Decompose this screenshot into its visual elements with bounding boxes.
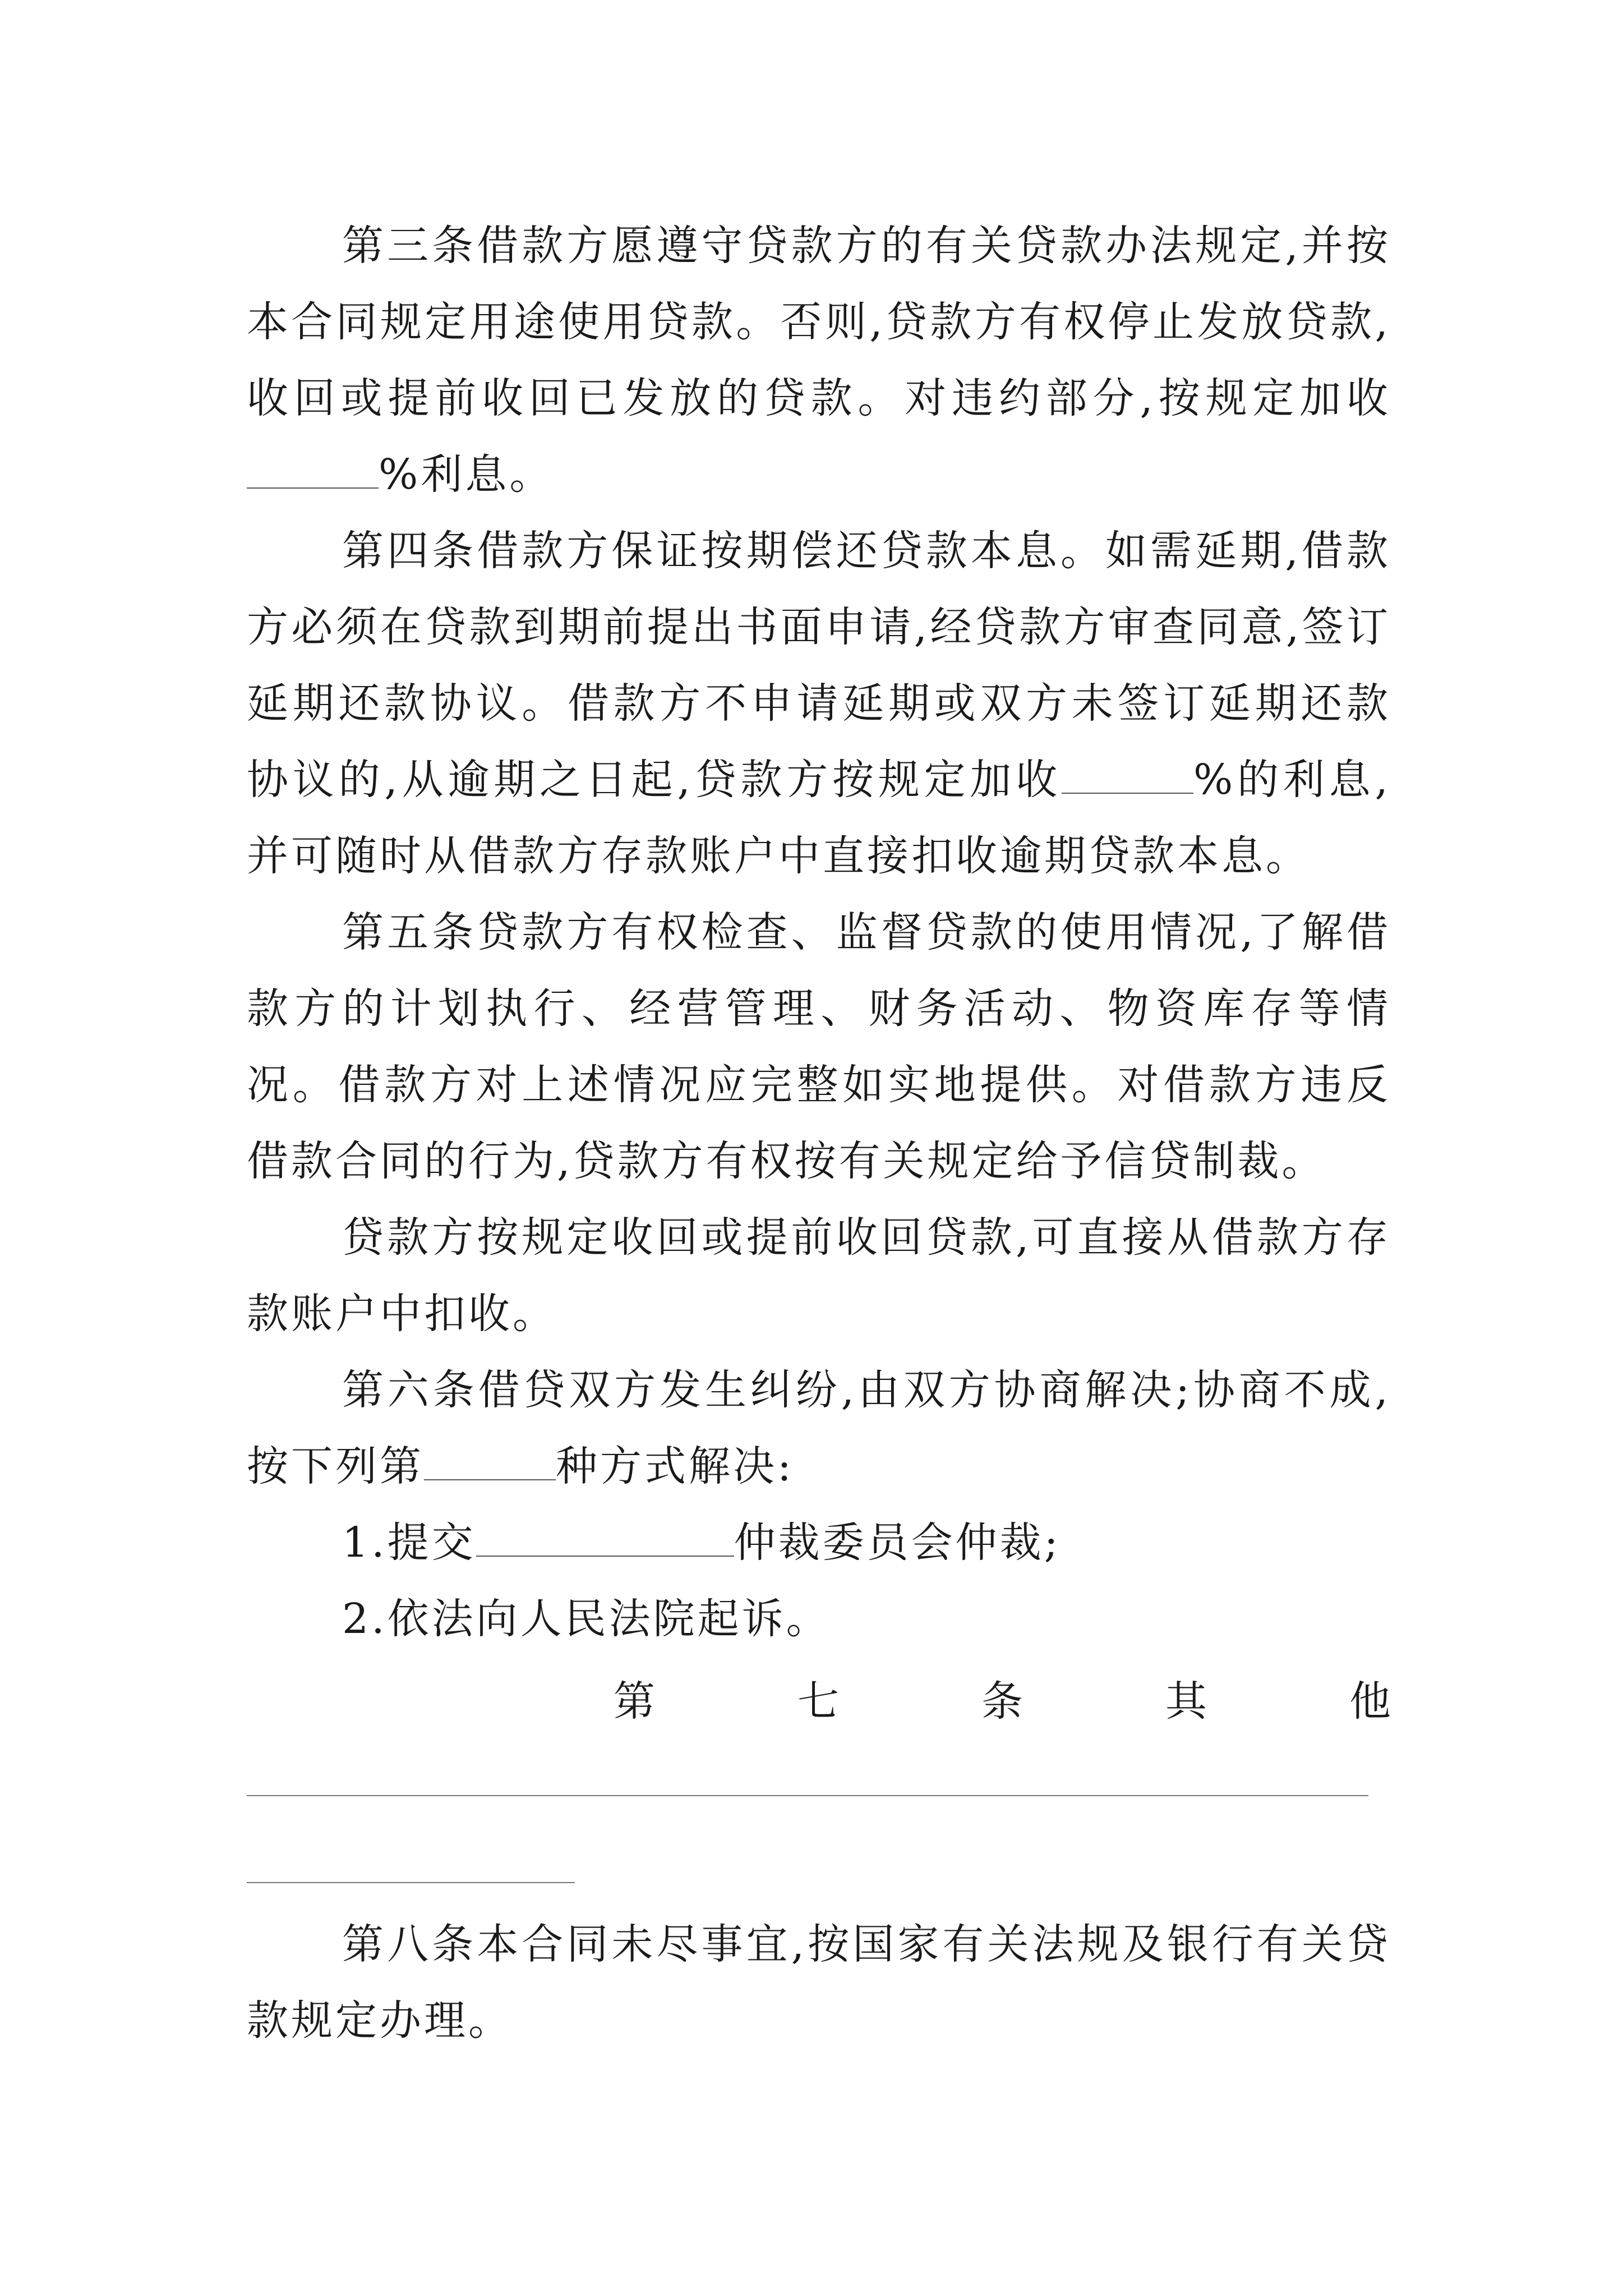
article-7-char: 七 [797, 1677, 839, 1726]
article-3-rate-blank [247, 453, 379, 489]
article-5-text: 第五条贷款方有权检查、监督贷款的使用情况,了解借款方的计划执行、经营管理、财务活动、物资库存等情况。借款方对上述情况应完整如实地提供。对借款方违反借款合同的行为,贷款方有权按有关规定给予信贷制裁。 [247, 908, 1391, 1185]
article-3-text: 第三条借款方愿遵守贷款方的有关贷款办法规定,并按本合同规定用途使用贷款。否则,贷款方有权停止发放贷款,收回或提前收回已发放的贷款。对违约部分,按规定加收 [247, 222, 1391, 422]
article-7-heading [614, 1663, 1391, 1740]
article-5-paragraph [247, 894, 1391, 1199]
option-1-suffix: 仲裁委员会仲裁; [734, 1519, 1061, 1567]
article-4-suffix: %的利息,并可随时从借款方存款账户中直接扣收逾期贷款本息。 [247, 756, 1391, 880]
article-5-extra-paragraph [247, 1199, 1391, 1352]
article-7-char: 条 [981, 1677, 1023, 1726]
article-3-suffix: %利息。 [379, 450, 554, 499]
option-1-prefix: 1.提交 [342, 1519, 476, 1567]
article-8-text: 第八条本合同未尽事宜,按国家有关法规及银行有关贷款规定办理。 [247, 1920, 1391, 2045]
article-4-rate-blank [1062, 758, 1193, 794]
option-1-paragraph [247, 1504, 1391, 1581]
article-6-suffix: 种方式解决: [556, 1442, 794, 1490]
option-1-committee-blank [476, 1521, 734, 1557]
article-7-char: 他 [1349, 1677, 1391, 1726]
article-4-text: 第四条借款方保证按期偿还贷款本息。如需延期,借款方必须在贷款到期前提出书面申请,经贷款方审查同意,签订延期还款协议。借款方不申请延期或双方未签订延期还款协议的,从逾期之日起,贷款方按规定加收 [247, 527, 1391, 804]
article-5-extra-text: 贷款方按规定收回或提前收回贷款,可直接从借款方存款账户中扣收。 [247, 1213, 1391, 1338]
article-7-fill-line-short [247, 1882, 575, 1883]
article-7-char: 其 [1165, 1677, 1207, 1726]
article-7-char: 第 [614, 1677, 655, 1726]
article-6-text: 第六条借贷双方发生纠纷,由双方协商解决;协商不成,按下列第 [247, 1366, 1391, 1490]
article-6-paragraph [247, 1352, 1391, 1504]
option-2-paragraph [247, 1581, 1391, 1657]
option-2-text: 2.依法向人民法院起诉。 [342, 1595, 831, 1643]
article-8-paragraph [247, 1906, 1391, 2059]
article-7-fill-line [247, 1795, 1368, 1796]
article-6-method-blank [424, 1444, 556, 1480]
article-4-paragraph [247, 513, 1391, 894]
article-3-paragraph [247, 208, 1391, 513]
